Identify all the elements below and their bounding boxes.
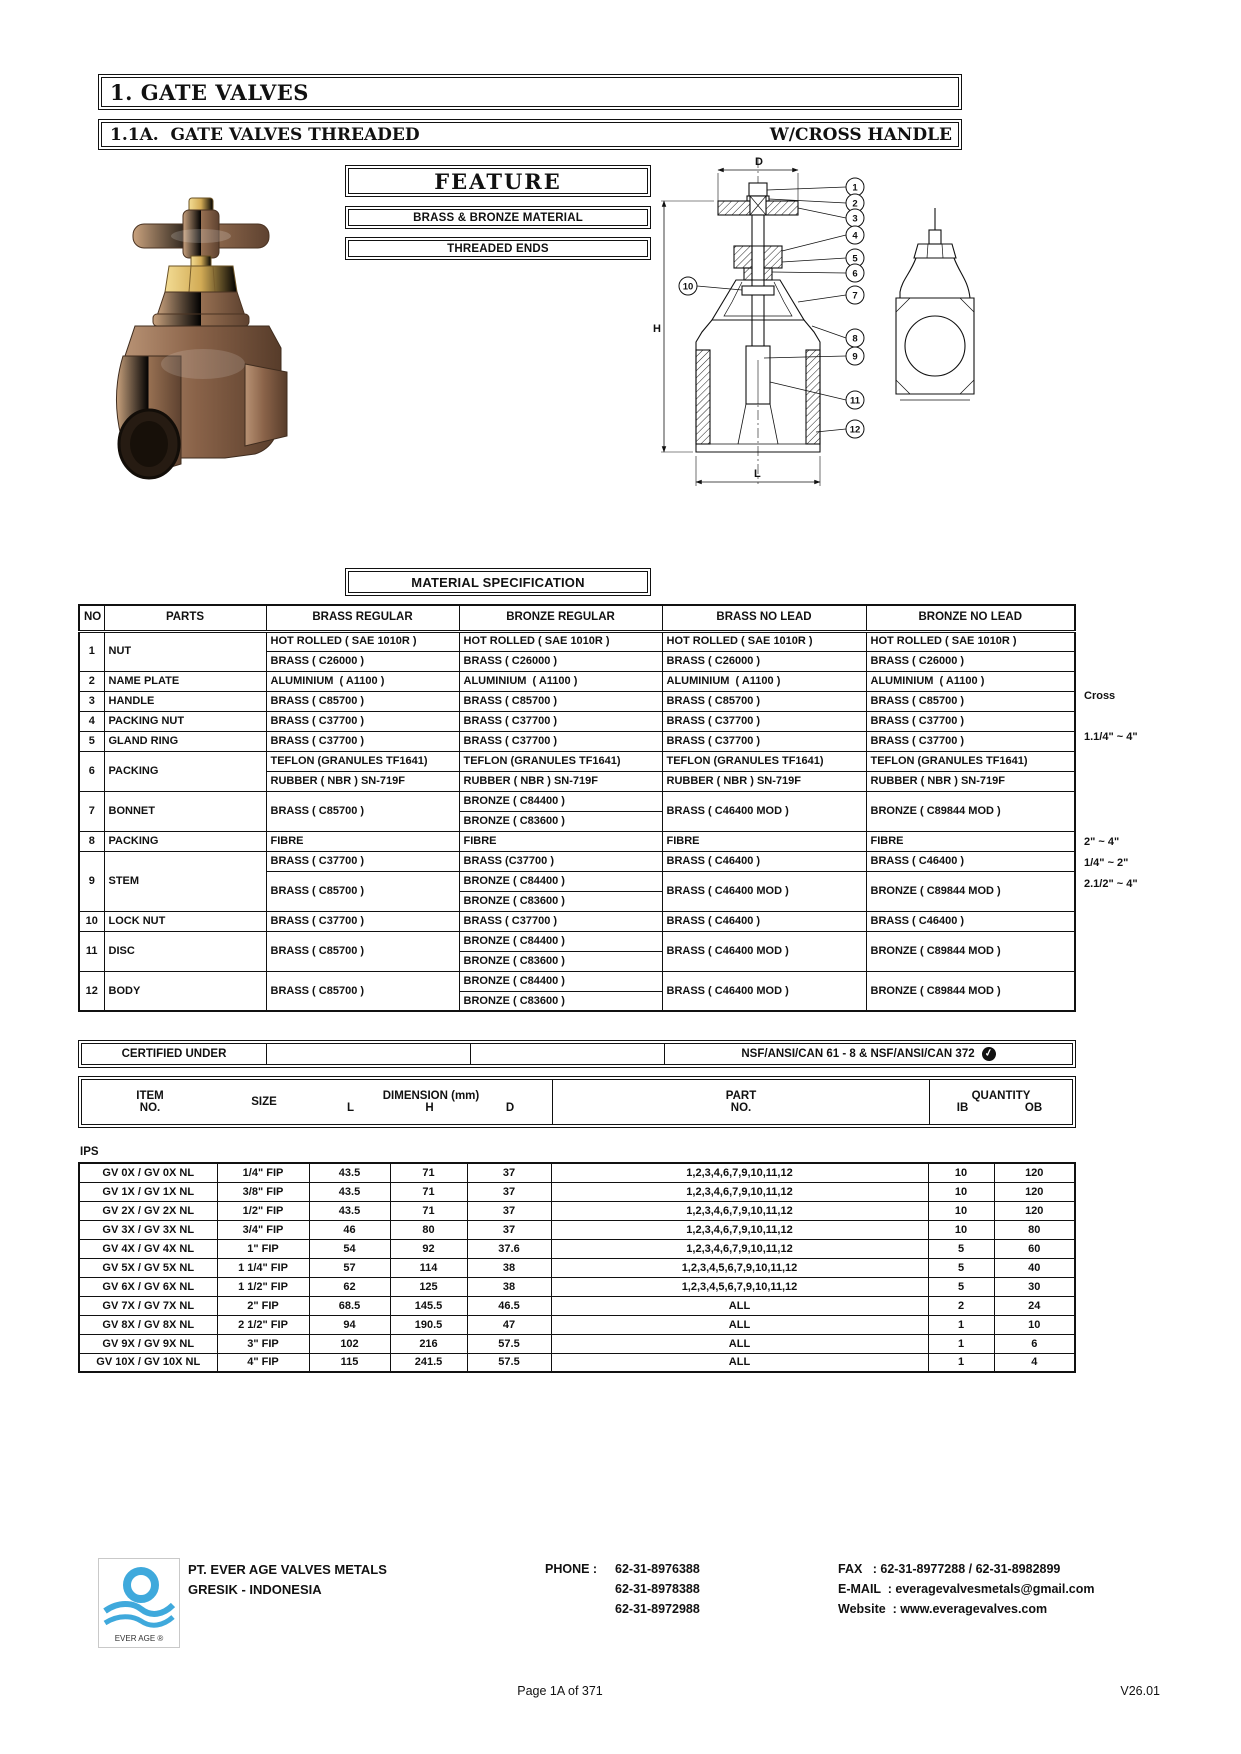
item-no-cell: GV 1X / GV 1X NL [79, 1182, 217, 1201]
col-header-part-no: NO. [552, 1102, 929, 1124]
qty-ib-cell: 10 [928, 1220, 994, 1239]
spec-cell: BRONZE ( C83600 ) [459, 811, 662, 831]
size-cell: 1 1/4" FIP [217, 1258, 309, 1277]
section-banner [98, 74, 962, 110]
page-title: 1. GATE VALVES [110, 79, 309, 105]
spec-cell: STEM [104, 851, 266, 911]
spec-cell: BRASS ( C85700 ) [459, 691, 662, 711]
spec-cell: HOT ROLLED ( SAE 1010R ) [866, 631, 1075, 651]
part-no-cell: 1,2,3,4,5,6,7,9,10,11,12 [551, 1277, 928, 1296]
size-cell: 2 1/2" FIP [217, 1315, 309, 1334]
spec-cell: BRASS ( C46400 ) [866, 851, 1075, 871]
part-no-cell: ALL [551, 1296, 928, 1315]
spec-cell: 1 [79, 631, 104, 671]
col-header-parts: PARTS [104, 605, 266, 631]
dimension-data-table [78, 1162, 1076, 1373]
spec-cell: BRASS ( C26000 ) [662, 651, 866, 671]
qty-ib-cell: 2 [928, 1296, 994, 1315]
phone-number: 62-31-8978388 [615, 1582, 700, 1596]
dim-h-cell: 71 [390, 1201, 467, 1220]
spec-cell: BRASS (C37700 ) [459, 851, 662, 871]
spec-cell: BRONZE ( C89844 MOD ) [866, 931, 1075, 971]
spec-cell: LOCK NUT [104, 911, 266, 931]
dim-h-cell: 145.5 [390, 1296, 467, 1315]
feature-item: THREADED ENDS [447, 242, 549, 255]
callout-number: 5 [852, 253, 858, 265]
spec-cell: BODY [104, 971, 266, 1011]
table-row [79, 731, 1075, 751]
spec-cell: BRASS ( C26000 ) [266, 651, 459, 671]
qty-ib-cell: 10 [928, 1163, 994, 1182]
dim-l-label: L [754, 468, 761, 480]
product-photo [105, 196, 301, 508]
spec-cell: BRASS ( C85700 ) [266, 791, 459, 831]
spec-cell: BRASS ( C37700 ) [459, 711, 662, 731]
valve-side-view [896, 208, 974, 400]
table-row [79, 711, 1075, 731]
size-cell: 1/2" FIP [217, 1201, 309, 1220]
qty-ib-cell: 1 [928, 1334, 994, 1353]
item-no-cell: GV 5X / GV 5X NL [79, 1258, 217, 1277]
spec-cell: PACKING [104, 831, 266, 851]
size-cell: 1 1/2" FIP [217, 1277, 309, 1296]
spec-cell: BRONZE ( C84400 ) [459, 791, 662, 811]
dim-d-cell: 37 [467, 1220, 551, 1239]
table-row [79, 1182, 1075, 1201]
side-note-size-range: 1/4" ~ 2" [1084, 857, 1129, 869]
phone-number: 62-31-8976388 [615, 1562, 700, 1576]
spec-cell: BRONZE ( C84400 ) [459, 971, 662, 991]
spec-cell: BRASS ( C37700 ) [266, 731, 459, 751]
logo-text: EVER AGE ® [114, 1634, 164, 1643]
table-row [79, 831, 1075, 851]
spec-cell: TEFLON (GRANULES TF1641) [662, 751, 866, 771]
dimension-table-header [78, 1076, 1076, 1128]
spec-cell: BRASS ( C46400 ) [662, 911, 866, 931]
subsection-right-label: W/CROSS HANDLE [769, 124, 952, 145]
dim-h-cell: 71 [390, 1182, 467, 1201]
callout-number: 6 [852, 268, 858, 280]
certified-empty-cell [470, 1044, 664, 1064]
spec-cell: PACKING NUT [104, 711, 266, 731]
spec-cell: BRASS ( C85700 ) [266, 871, 459, 911]
col-header-no: NO [79, 605, 104, 631]
qty-ob-cell: 120 [994, 1201, 1075, 1220]
dim-d-cell: 37 [467, 1182, 551, 1201]
technical-drawing [648, 150, 1014, 526]
part-no-cell: ALL [551, 1315, 928, 1334]
spec-cell: BRASS ( C46400 MOD ) [662, 871, 866, 911]
dim-d-cell: 57.5 [467, 1334, 551, 1353]
dim-l-cell: 68.5 [309, 1296, 390, 1315]
feature-item: BRASS & BRONZE MATERIAL [413, 211, 583, 224]
certified-value: NSF/ANSI/CAN 61 - 8 & NSF/ANSI/CAN 372 [741, 1048, 975, 1060]
qty-ob-cell: 4 [994, 1353, 1075, 1372]
item-no-cell: GV 10X / GV 10X NL [79, 1353, 217, 1372]
valve-cross-section [661, 158, 820, 486]
spec-cell: 4 [79, 711, 104, 731]
dim-h-cell: 190.5 [390, 1315, 467, 1334]
part-no-cell: 1,2,3,4,6,7,9,10,11,12 [551, 1220, 928, 1239]
qty-ob-cell: 120 [994, 1182, 1075, 1201]
col-header-d: D [505, 1102, 515, 1114]
phone-label: PHONE : [545, 1562, 598, 1576]
table-row [79, 631, 1075, 651]
table-row [79, 671, 1075, 691]
dim-l-cell: 94 [309, 1315, 390, 1334]
spec-cell: PACKING [104, 751, 266, 791]
qty-ob-cell: 60 [994, 1239, 1075, 1258]
qty-ob-cell: 24 [994, 1296, 1075, 1315]
everage-logo-icon [99, 1559, 179, 1647]
col-header-part: PART [552, 1080, 929, 1102]
spec-cell: RUBBER ( NBR ) SN-719F [459, 771, 662, 791]
table-row [79, 1277, 1075, 1296]
table-row [79, 1220, 1075, 1239]
qty-ob-cell: 30 [994, 1277, 1075, 1296]
page-number: Page 1A of 371 [517, 1684, 603, 1698]
qty-ob-cell: 40 [994, 1258, 1075, 1277]
part-no-cell: 1,2,3,4,6,7,9,10,11,12 [551, 1239, 928, 1258]
spec-cell: BRASS ( C85700 ) [866, 691, 1075, 711]
spec-cell: FIBRE [662, 831, 866, 851]
spec-cell: BRONZE ( C89844 MOD ) [866, 791, 1075, 831]
col-header-quantity-group: QUANTITY [929, 1080, 1072, 1102]
item-no-cell: GV 7X / GV 7X NL [79, 1296, 217, 1315]
feature-title-box [345, 165, 651, 197]
spec-cell: BONNET [104, 791, 266, 831]
dim-h-cell: 241.5 [390, 1353, 467, 1372]
spec-cell: BRONZE ( C89844 MOD ) [866, 871, 1075, 911]
certified-empty-cell [266, 1044, 470, 1064]
callout-number: 2 [852, 198, 858, 210]
spec-cell: ALUMINIUM ( A1100 ) [866, 671, 1075, 691]
qty-ib-cell: 5 [928, 1239, 994, 1258]
callout-number: 11 [849, 395, 861, 407]
company-name: PT. EVER AGE VALVES METALS [188, 1562, 387, 1577]
qty-ib-cell: 10 [928, 1201, 994, 1220]
col-header-brass-regular: BRASS REGULAR [266, 605, 459, 631]
fax-line: FAX : 62-31-8977288 / 62-31-8982899 [838, 1562, 1061, 1576]
spec-cell: NAME PLATE [104, 671, 266, 691]
callout-number: 8 [852, 333, 858, 345]
size-cell: 3" FIP [217, 1334, 309, 1353]
dim-l-cell: 43.5 [309, 1163, 390, 1182]
dim-d-cell: 38 [467, 1258, 551, 1277]
dim-d-cell: 46.5 [467, 1296, 551, 1315]
dim-d-label: D [755, 156, 763, 168]
spec-cell: BRASS ( C37700 ) [459, 911, 662, 931]
table-row [79, 911, 1075, 931]
qty-ib-cell: 10 [928, 1182, 994, 1201]
part-no-cell: 1,2,3,4,6,7,9,10,11,12 [551, 1201, 928, 1220]
spec-cell: BRASS ( C46400 MOD ) [662, 971, 866, 1011]
item-no-cell: GV 2X / GV 2X NL [79, 1201, 217, 1220]
dim-h-cell: 92 [390, 1239, 467, 1258]
dim-l-cell: 102 [309, 1334, 390, 1353]
certified-under-label: CERTIFIED UNDER [121, 1048, 227, 1060]
spec-cell: TEFLON (GRANULES TF1641) [459, 751, 662, 771]
spec-cell: TEFLON (GRANULES TF1641) [866, 751, 1075, 771]
spec-cell: BRONZE ( C83600 ) [459, 951, 662, 971]
table-header-row [79, 605, 1075, 631]
spec-cell: 5 [79, 731, 104, 751]
side-note-handle-type: Cross [1084, 690, 1116, 702]
company-location: GRESIK - INDONESIA [188, 1582, 322, 1597]
table-row [79, 1315, 1075, 1334]
spec-cell: BRASS ( C46400 ) [866, 911, 1075, 931]
part-no-cell: 1,2,3,4,6,7,9,10,11,12 [551, 1182, 928, 1201]
callout-number: 3 [852, 213, 858, 225]
certification-mark-icon: ✓ [980, 1046, 997, 1063]
spec-cell: BRASS ( C26000 ) [866, 651, 1075, 671]
material-spec-table [78, 604, 1076, 1012]
item-no-cell: GV 4X / GV 4X NL [79, 1239, 217, 1258]
feature-item-box-2 [345, 237, 651, 260]
spec-cell: BRASS ( C37700 ) [459, 731, 662, 751]
part-no-cell: 1,2,3,4,6,7,9,10,11,12 [551, 1163, 928, 1182]
spec-cell: FIBRE [866, 831, 1075, 851]
table-row [79, 1353, 1075, 1372]
certified-under-bar [78, 1040, 1076, 1068]
spec-cell: HOT ROLLED ( SAE 1010R ) [459, 631, 662, 651]
spec-cell: ALUMINIUM ( A1100 ) [266, 671, 459, 691]
item-no-cell: GV 0X / GV 0X NL [79, 1163, 217, 1182]
table-row [79, 751, 1075, 771]
spec-cell: BRASS ( C37700 ) [266, 711, 459, 731]
qty-ib-cell: 1 [928, 1315, 994, 1334]
table-row [79, 971, 1075, 991]
material-spec-title: MATERIAL SPECIFICATION [411, 574, 585, 590]
qty-ob-cell: 10 [994, 1315, 1075, 1334]
table-row [79, 1334, 1075, 1353]
spec-cell: BRASS ( C46400 ) [662, 851, 866, 871]
spec-cell: NUT [104, 631, 266, 671]
callout-number: 7 [852, 290, 858, 302]
size-cell: 2" FIP [217, 1296, 309, 1315]
table-row [79, 851, 1075, 871]
size-cell: 3/8" FIP [217, 1182, 309, 1201]
col-header-h: H [425, 1102, 434, 1114]
spec-cell: RUBBER ( NBR ) SN-719F [866, 771, 1075, 791]
spec-cell: BRASS ( C37700 ) [662, 711, 866, 731]
spec-cell: BRASS ( C37700 ) [266, 911, 459, 931]
size-cell: 1/4" FIP [217, 1163, 309, 1182]
spec-cell: BRASS ( C37700 ) [866, 711, 1075, 731]
spec-cell: BRASS ( C85700 ) [266, 691, 459, 711]
side-note-size-range: 2.1/2" ~ 4" [1084, 878, 1138, 890]
spec-cell: 6 [79, 751, 104, 791]
table-row [79, 691, 1075, 711]
side-note-size-range: 2" ~ 4" [1084, 836, 1120, 848]
spec-cell: BRASS ( C46400 MOD ) [662, 791, 866, 831]
col-header-size: SIZE [251, 1096, 277, 1108]
dim-h-cell: 216 [390, 1334, 467, 1353]
table-row [79, 1258, 1075, 1277]
spec-cell: 8 [79, 831, 104, 851]
size-cell: 4" FIP [217, 1353, 309, 1372]
qty-ob-cell: 80 [994, 1220, 1075, 1239]
col-header-bronze-no-lead: BRONZE NO LEAD [866, 605, 1075, 631]
part-no-cell: ALL [551, 1353, 928, 1372]
spec-cell: BRONZE ( C84400 ) [459, 871, 662, 891]
dim-d-cell: 57.5 [467, 1353, 551, 1372]
size-cell: 3/4" FIP [217, 1220, 309, 1239]
table-group-label: IPS [80, 1146, 99, 1158]
size-cell: 1" FIP [217, 1239, 309, 1258]
part-no-cell: 1,2,3,4,5,6,7,9,10,11,12 [551, 1258, 928, 1277]
spec-cell: 9 [79, 851, 104, 911]
callout-number: 9 [852, 351, 858, 363]
spec-cell: BRASS ( C85700 ) [266, 971, 459, 1011]
spec-cell: FIBRE [459, 831, 662, 851]
callout-leaders [697, 187, 846, 432]
material-spec-title-box [345, 568, 651, 596]
spec-cell: RUBBER ( NBR ) SN-719F [662, 771, 866, 791]
item-no-cell: GV 8X / GV 8X NL [79, 1315, 217, 1334]
certified-value-cell [664, 1044, 1072, 1064]
dim-d-cell: 37 [467, 1163, 551, 1182]
spec-cell: BRONZE ( C84400 ) [459, 931, 662, 951]
dim-h-label: H [653, 323, 661, 335]
callout-number: 12 [849, 424, 861, 436]
col-header-ib: IB [929, 1102, 995, 1124]
dim-h-cell: 114 [390, 1258, 467, 1277]
dim-l-cell: 43.5 [309, 1182, 390, 1201]
qty-ib-cell: 5 [928, 1277, 994, 1296]
spec-cell: BRASS ( C37700 ) [266, 851, 459, 871]
qty-ob-cell: 6 [994, 1334, 1075, 1353]
spec-cell: ALUMINIUM ( A1100 ) [662, 671, 866, 691]
spec-cell: 3 [79, 691, 104, 711]
callout-number: 10 [682, 281, 694, 293]
spec-cell: RUBBER ( NBR ) SN-719F [266, 771, 459, 791]
spec-cell: 7 [79, 791, 104, 831]
col-header-bronze-regular: BRONZE REGULAR [459, 605, 662, 631]
dim-l-cell: 115 [309, 1353, 390, 1372]
item-no-cell: GV 6X / GV 6X NL [79, 1277, 217, 1296]
col-header-l: L [346, 1102, 355, 1114]
spec-cell: ALUMINIUM ( A1100 ) [459, 671, 662, 691]
qty-ob-cell: 120 [994, 1163, 1075, 1182]
spec-cell: BRONZE ( C83600 ) [459, 991, 662, 1011]
website-line: Website : www.everagevalves.com [838, 1602, 1048, 1616]
col-header-item: ITEM [136, 1090, 164, 1102]
spec-cell: BRASS ( C26000 ) [459, 651, 662, 671]
qty-ib-cell: 1 [928, 1353, 994, 1372]
dim-l-cell: 62 [309, 1277, 390, 1296]
dim-l-cell: 46 [309, 1220, 390, 1239]
col-header-brass-no-lead: BRASS NO LEAD [662, 605, 866, 631]
part-no-cell: ALL [551, 1334, 928, 1353]
dim-d-cell: 37 [467, 1201, 551, 1220]
spec-cell: BRASS ( C37700 ) [866, 731, 1075, 751]
spec-cell: FIBRE [266, 831, 459, 851]
spec-cell: TEFLON (GRANULES TF1641) [266, 751, 459, 771]
spec-cell: BRASS ( C37700 ) [662, 731, 866, 751]
dim-l-cell: 43.5 [309, 1201, 390, 1220]
spec-cell: HOT ROLLED ( SAE 1010R ) [662, 631, 866, 651]
callout-number: 4 [852, 230, 858, 242]
spec-cell: 10 [79, 911, 104, 931]
table-row [79, 1163, 1075, 1182]
spec-cell: BRASS ( C85700 ) [266, 931, 459, 971]
callout-number: 1 [852, 182, 858, 194]
spec-cell: DISC [104, 931, 266, 971]
col-header-dimension-group: DIMENSION (mm) [382, 1090, 480, 1102]
dim-h-cell: 125 [390, 1277, 467, 1296]
col-header-ob: OB [1024, 1102, 1043, 1114]
dim-d-cell: 38 [467, 1277, 551, 1296]
spec-cell: HANDLE [104, 691, 266, 711]
dim-l-cell: 57 [309, 1258, 390, 1277]
feature-title: FEATURE [434, 168, 562, 194]
qty-ib-cell: 5 [928, 1258, 994, 1277]
table-row [79, 1239, 1075, 1258]
spec-cell: BRASS ( C46400 MOD ) [662, 931, 866, 971]
subsection-title: 1.1A. GATE VALVES THREADED [110, 124, 420, 145]
valve-photo-shapes [116, 198, 287, 478]
spec-cell: GLAND RING [104, 731, 266, 751]
spec-cell: HOT ROLLED ( SAE 1010R ) [266, 631, 459, 651]
table-row [79, 1201, 1075, 1220]
version-label: V26.01 [1120, 1684, 1160, 1698]
item-no-cell: GV 3X / GV 3X NL [79, 1220, 217, 1239]
spec-cell: 2 [79, 671, 104, 691]
spec-cell: BRASS ( C85700 ) [662, 691, 866, 711]
col-header-item-no: NO. [139, 1102, 161, 1114]
feature-item-box-1 [345, 206, 651, 229]
side-note-size-range: 1.1/4" ~ 4" [1084, 731, 1138, 743]
subsection-banner [98, 119, 962, 150]
item-no-cell: GV 9X / GV 9X NL [79, 1334, 217, 1353]
dim-h-cell: 71 [390, 1163, 467, 1182]
company-logo [98, 1558, 180, 1648]
phone-number: 62-31-8972988 [615, 1602, 700, 1616]
dim-h-cell: 80 [390, 1220, 467, 1239]
table-row [79, 791, 1075, 811]
dim-d-cell: 37.6 [467, 1239, 551, 1258]
spec-cell: 12 [79, 971, 104, 1011]
table-row [79, 1296, 1075, 1315]
spec-cell: 11 [79, 931, 104, 971]
table-row [79, 931, 1075, 951]
email-line: E-MAIL : everagevalvesmetals@gmail.com [838, 1582, 1095, 1596]
dim-l-cell: 54 [309, 1239, 390, 1258]
dim-d-cell: 47 [467, 1315, 551, 1334]
spec-cell: BRONZE ( C83600 ) [459, 891, 662, 911]
spec-cell: BRONZE ( C89844 MOD ) [866, 971, 1075, 1011]
